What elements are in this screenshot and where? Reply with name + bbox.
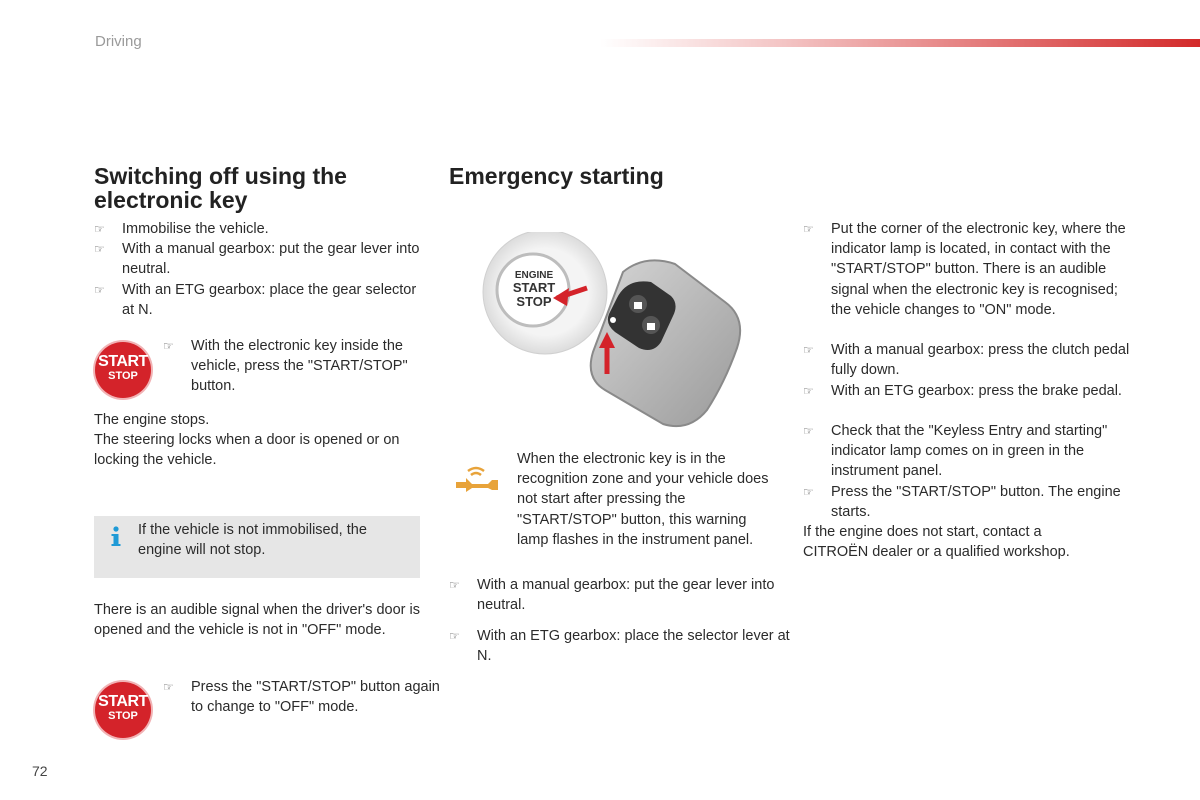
pointing-hand-icon: ☞	[803, 222, 814, 236]
section-label: Driving	[95, 33, 142, 50]
left-step-1: ☞ With the electronic key inside the vehicle, press the "START/STOP" button.	[163, 338, 408, 395]
pointing-hand-icon: ☞	[94, 242, 105, 256]
info-text: If the vehicle is not immobilised, the engine will not stop.	[138, 522, 367, 559]
keyless-warning-icon	[452, 462, 502, 494]
start-stop-icon: START STOP	[95, 342, 151, 398]
right-bullet-3: ☞ With an ETG gearbox: press the brake pedal.	[803, 381, 1131, 401]
pointing-hand-icon: ☞	[94, 222, 105, 236]
pointing-hand-icon: ☞	[449, 578, 460, 592]
contact-dealer-text: If the engine does not start, contact a CITROËN dealer or a qualified workshop.	[803, 524, 1070, 561]
left-bullet-3: ☞ With an ETG gearbox: place the gear selector at N.	[94, 282, 417, 319]
engine-stops-text: The engine stops.	[94, 412, 210, 428]
engine-start-stop-button: ENGINE START STOP	[512, 270, 556, 309]
audible-signal-text: There is an audible signal when the driver's door is opened and the vehicle is not in "OFF" mode.	[94, 602, 420, 639]
pointing-hand-icon: ☞	[163, 680, 174, 694]
middle-title: Emergency starting	[449, 163, 664, 189]
pointing-hand-icon: ☞	[163, 339, 174, 353]
start-stop-icon: START STOP	[95, 682, 151, 738]
pointing-hand-icon: ☞	[803, 424, 814, 438]
left-title: Switching off using the electronic key	[94, 163, 347, 213]
pointing-hand-icon: ☞	[803, 343, 814, 357]
info-box	[94, 516, 420, 578]
page-number: 72	[32, 763, 48, 779]
right-bullet-5: ☞ Press the "START/STOP" button. The engine starts.	[803, 484, 1121, 521]
right-bullet-2: ☞ With a manual gearbox: press the clutch pedal fully down.	[803, 342, 1130, 379]
steering-locks-text: The steering locks when a door is opened or on locking the vehicle.	[94, 432, 400, 469]
pointing-hand-icon: ☞	[803, 485, 814, 499]
warning-lamp-text: When the electronic key is in the recognition zone and your vehicle does not start after pressing the "START/STOP" button, this warning lamp flashes in the instrument panel.	[517, 451, 769, 548]
pointing-hand-icon: ☞	[449, 629, 460, 643]
info-icon	[110, 526, 122, 548]
header-accent-bar	[600, 39, 1200, 47]
left-bullet-2: ☞ With a manual gearbox: put the gear lever into neutral.	[94, 241, 420, 278]
left-step-2: ☞ Press the "START/STOP" button again to change to "OFF" mode.	[163, 679, 440, 716]
middle-bullet-1: ☞ With a manual gearbox: put the gear lever into neutral.	[449, 577, 775, 614]
key-fob-illustration	[475, 232, 765, 442]
middle-bullet-2: ☞ With an ETG gearbox: place the selector lever at N.	[449, 628, 790, 665]
right-bullet-1: ☞ Put the corner of the electronic key, where the indicator lamp is located, in contact with the "START/STOP" button. There is an audible signal when the electronic key is recognised; the vehicle changes to "ON" mode.	[803, 221, 1126, 318]
left-bullet-1: ☞ Immobilise the vehicle.	[94, 219, 422, 239]
pointing-hand-icon: ☞	[94, 283, 105, 297]
pointing-hand-icon: ☞	[803, 384, 814, 398]
right-bullet-4: ☞ Check that the "Keyless Entry and starting" indicator lamp comes on in green in the instrument panel.	[803, 423, 1108, 480]
